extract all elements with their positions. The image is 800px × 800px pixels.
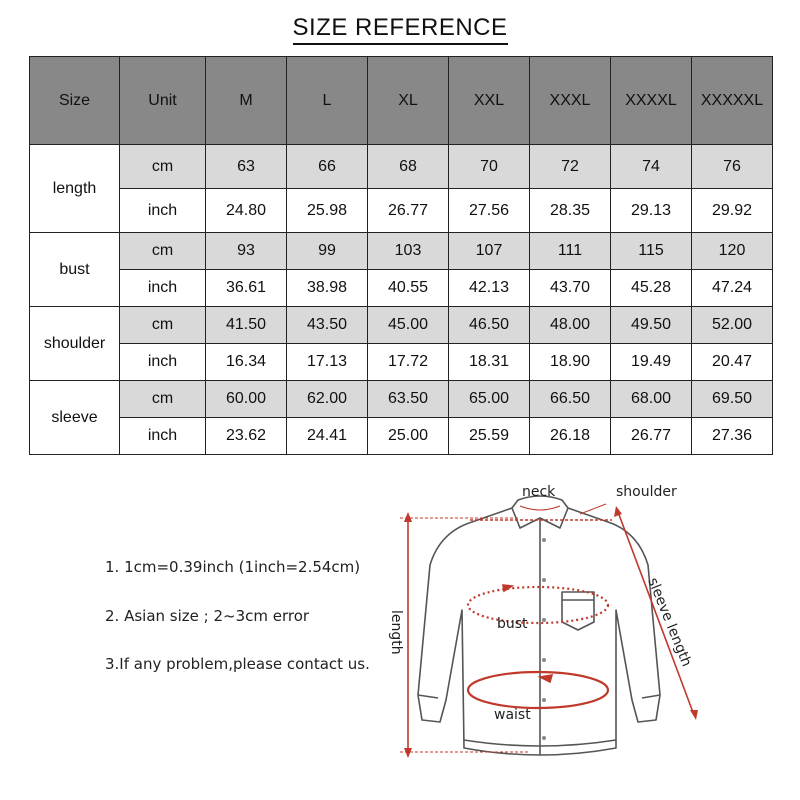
note-item: 1. 1cm=0.39inch (1inch=2.54cm) [105, 558, 361, 576]
shirt-pocket [562, 592, 594, 630]
value-cell: 48.00 [530, 307, 611, 344]
label-sleeve-length: sleeve length [644, 575, 695, 670]
measure-label: bust [30, 233, 120, 307]
value-cell: 63 [206, 145, 287, 189]
value-cell: 23.62 [206, 418, 287, 455]
value-cell: 26.77 [611, 418, 692, 455]
header-size-col: L [287, 57, 368, 145]
table-row [30, 145, 773, 189]
header-unit: Unit [120, 57, 206, 145]
value-cell: 68 [368, 145, 449, 189]
header-size-col: XXL [449, 57, 530, 145]
value-cell: 43.70 [530, 270, 611, 307]
label-bust: bust [497, 616, 528, 632]
value-cell: 36.61 [206, 270, 287, 307]
header-size-col: XXXL [530, 57, 611, 145]
measure-label: sleeve [30, 381, 120, 455]
label-shoulder: shoulder [616, 484, 677, 500]
value-cell: 69.50 [692, 381, 773, 418]
value-cell: 45.00 [368, 307, 449, 344]
shirt-outline [418, 508, 660, 755]
table-row [30, 189, 773, 233]
note-item: 2. Asian size ; 2~3cm error [105, 607, 310, 625]
value-cell: 103 [368, 233, 449, 270]
value-cell: 115 [611, 233, 692, 270]
header-size-col: M [206, 57, 287, 145]
unit-cell: inch [120, 418, 206, 455]
value-cell: 68.00 [611, 381, 692, 418]
value-cell: 66.50 [530, 381, 611, 418]
value-cell: 45.28 [611, 270, 692, 307]
table-row [30, 418, 773, 455]
value-cell: 65.00 [449, 381, 530, 418]
value-cell: 99 [287, 233, 368, 270]
unit-cell: cm [120, 307, 206, 344]
value-cell: 18.90 [530, 344, 611, 381]
value-cell: 63.50 [368, 381, 449, 418]
header-size-col: XXXXL [611, 57, 692, 145]
value-cell: 17.13 [287, 344, 368, 381]
note-item: 3.If any problem,please contact us. [105, 655, 370, 673]
table-row [30, 381, 773, 418]
value-cell: 24.41 [287, 418, 368, 455]
value-cell: 26.18 [530, 418, 611, 455]
table-row [30, 233, 773, 270]
value-cell: 46.50 [449, 307, 530, 344]
value-cell: 27.56 [449, 189, 530, 233]
value-cell: 47.24 [692, 270, 773, 307]
unit-cell: cm [120, 381, 206, 418]
value-cell: 27.36 [692, 418, 773, 455]
value-cell: 72 [530, 145, 611, 189]
value-cell: 19.49 [611, 344, 692, 381]
header-size: Size [30, 57, 120, 145]
value-cell: 66 [287, 145, 368, 189]
value-cell: 17.72 [368, 344, 449, 381]
measure-label: length [30, 145, 120, 233]
value-cell: 24.80 [206, 189, 287, 233]
value-cell: 60.00 [206, 381, 287, 418]
value-cell: 120 [692, 233, 773, 270]
unit-cell: cm [120, 145, 206, 189]
table-row [30, 344, 773, 381]
label-neck: neck [522, 484, 556, 500]
value-cell: 25.00 [368, 418, 449, 455]
value-cell: 38.98 [287, 270, 368, 307]
value-cell: 70 [449, 145, 530, 189]
value-cell: 25.59 [449, 418, 530, 455]
value-cell: 49.50 [611, 307, 692, 344]
shirt-measure-diagram [380, 470, 700, 770]
value-cell: 29.13 [611, 189, 692, 233]
header-size-col: XXXXXL [692, 57, 773, 145]
label-waist: waist [494, 707, 531, 723]
header-size-col: XL [368, 57, 449, 145]
page-title: SIZE REFERENCE [292, 14, 508, 41]
value-cell: 62.00 [287, 381, 368, 418]
value-cell: 16.34 [206, 344, 287, 381]
title-underline [293, 43, 508, 45]
measure-label: shoulder [30, 307, 120, 381]
value-cell: 18.31 [449, 344, 530, 381]
value-cell: 52.00 [692, 307, 773, 344]
unit-cell: cm [120, 233, 206, 270]
table-row [30, 270, 773, 307]
value-cell: 28.35 [530, 189, 611, 233]
value-cell: 20.47 [692, 344, 773, 381]
table-header-row [30, 57, 773, 145]
value-cell: 111 [530, 233, 611, 270]
unit-cell: inch [120, 189, 206, 233]
value-cell: 26.77 [368, 189, 449, 233]
value-cell: 74 [611, 145, 692, 189]
size-table [29, 56, 773, 455]
value-cell: 25.98 [287, 189, 368, 233]
value-cell: 40.55 [368, 270, 449, 307]
value-cell: 76 [692, 145, 773, 189]
value-cell: 107 [449, 233, 530, 270]
value-cell: 43.50 [287, 307, 368, 344]
unit-cell: inch [120, 344, 206, 381]
unit-cell: inch [120, 270, 206, 307]
table-row [30, 307, 773, 344]
value-cell: 93 [206, 233, 287, 270]
value-cell: 42.13 [449, 270, 530, 307]
label-length: length [388, 610, 404, 655]
value-cell: 29.92 [692, 189, 773, 233]
value-cell: 41.50 [206, 307, 287, 344]
